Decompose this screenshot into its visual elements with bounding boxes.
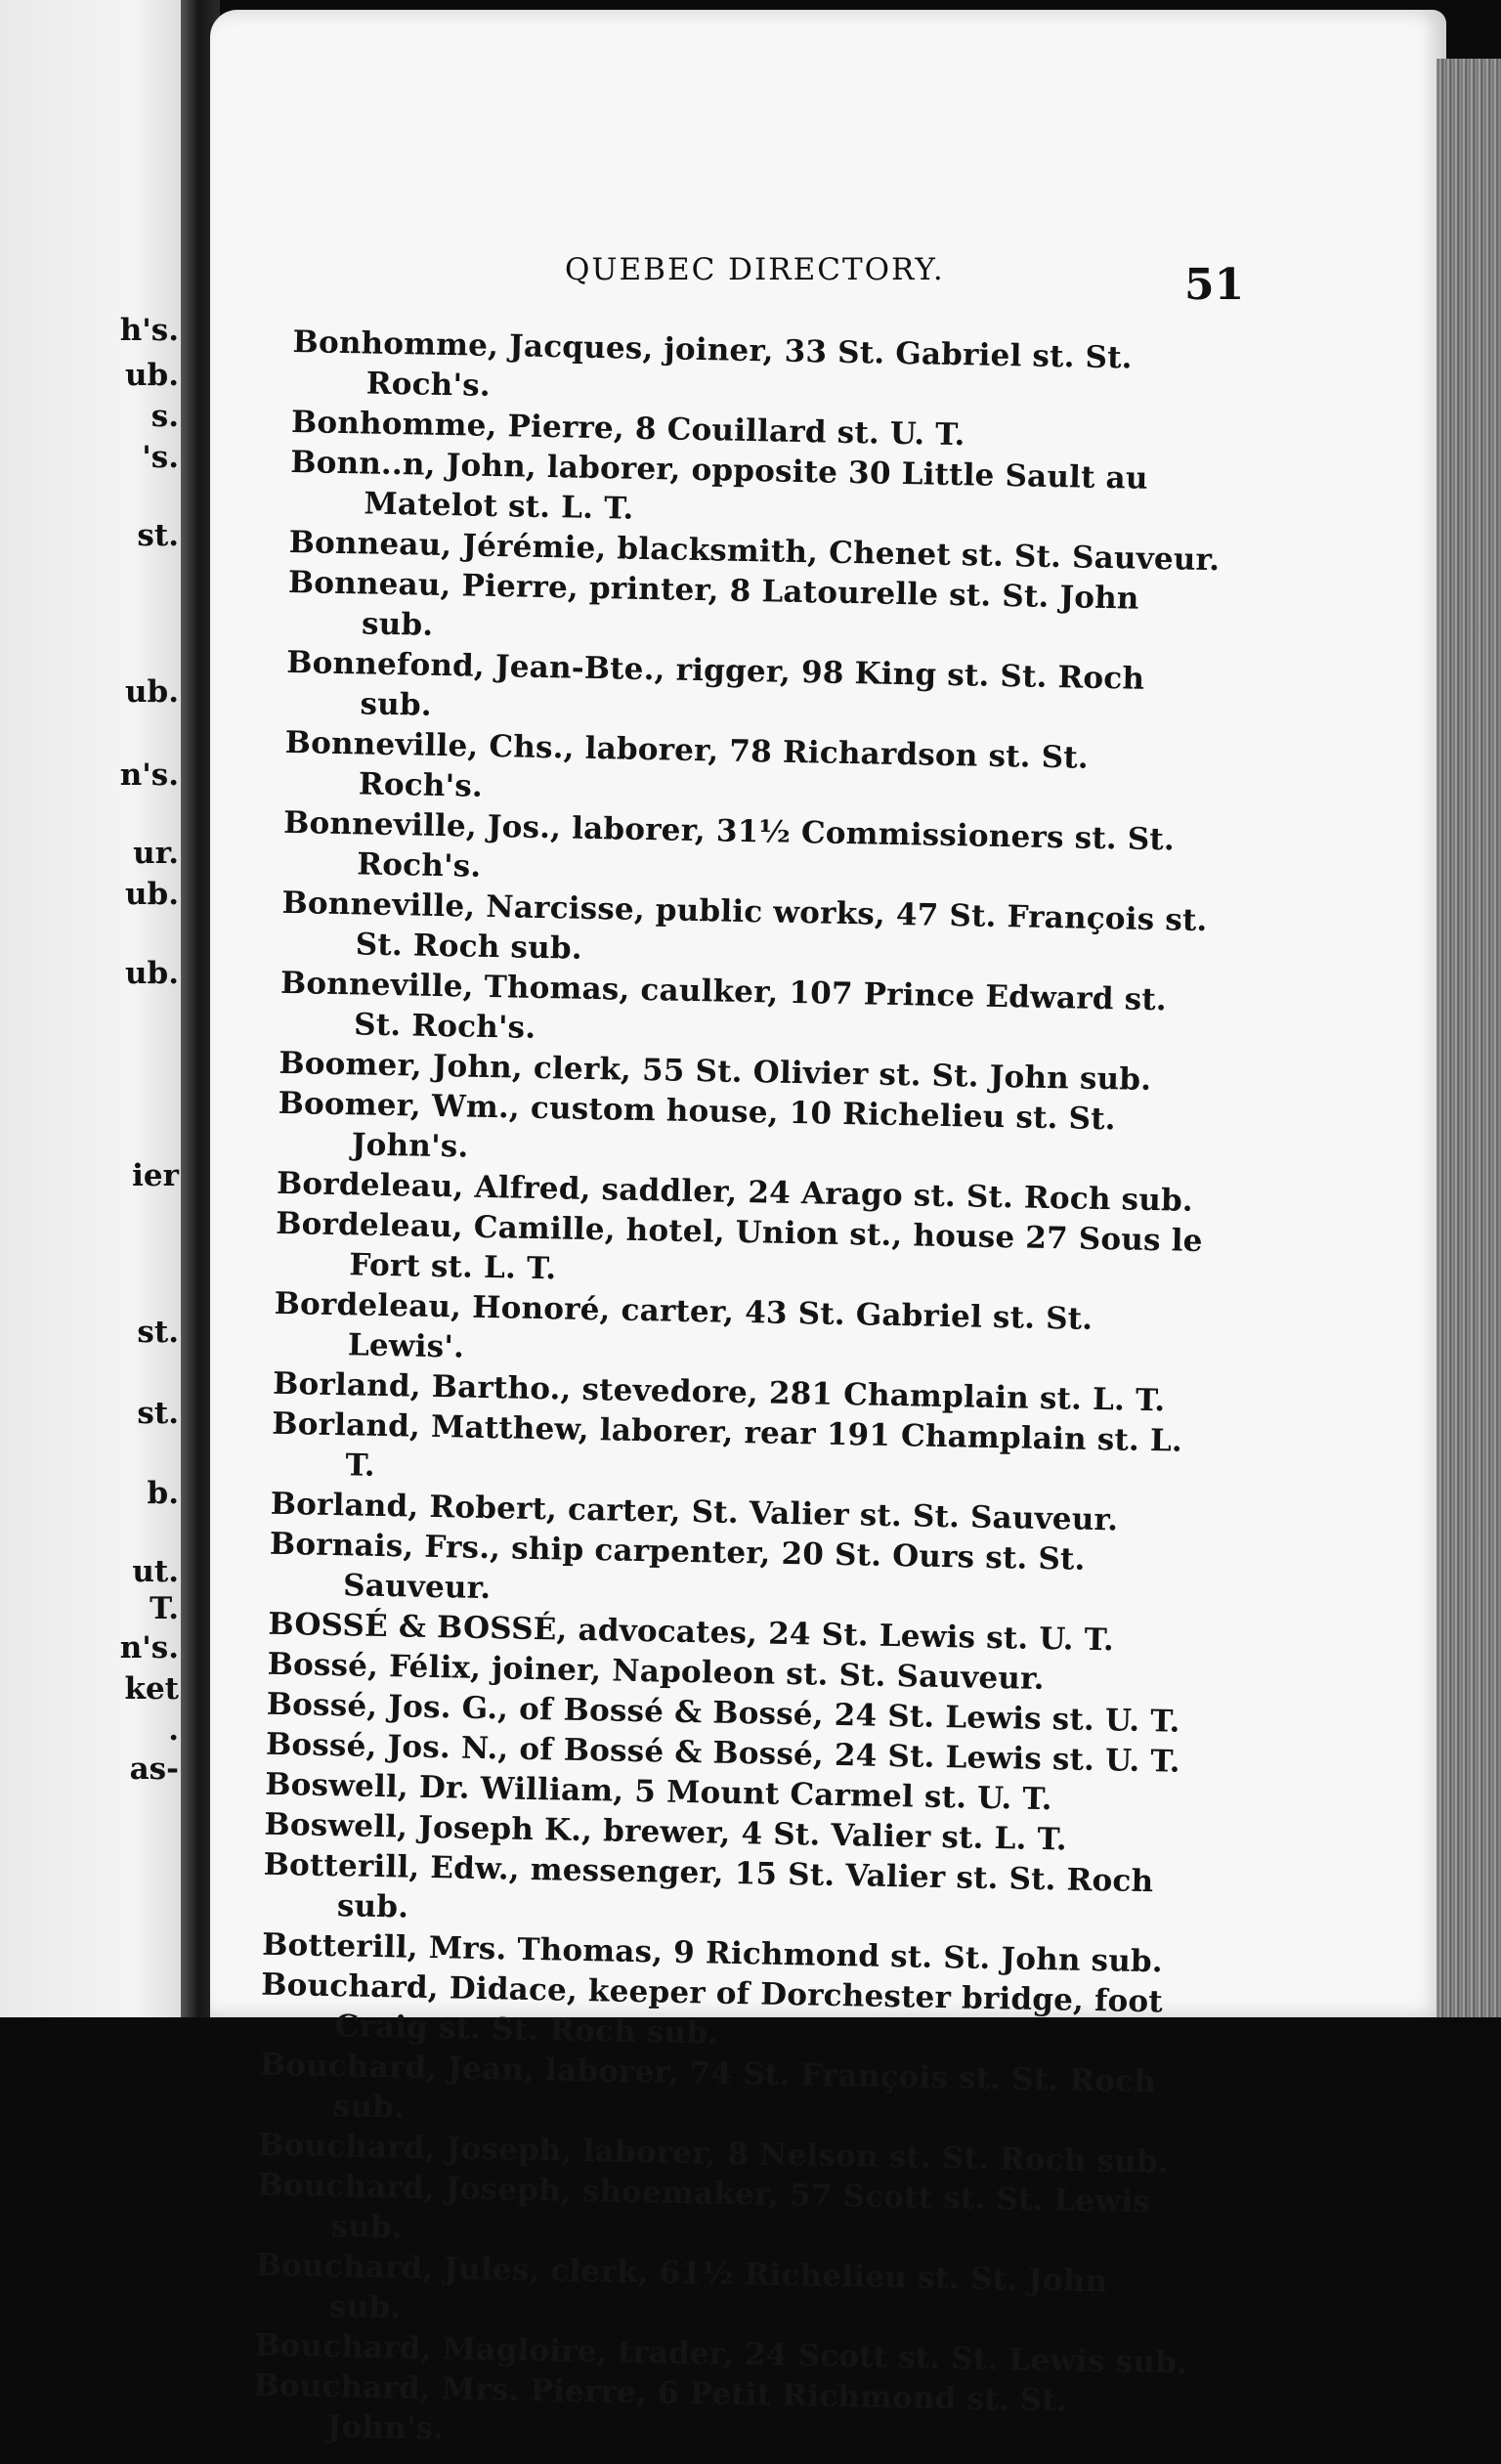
- directory-entry: Boswell, Dr. William, 5 Mount Carmel st. U. T.: [264, 1766, 1053, 1818]
- directory-entry: Bouchard, Joseph, shoemaker, 57 Scott st. St. Lewis sub.: [257, 2167, 1151, 2246]
- directory-entry: Boswell, Joseph K., brewer, 4 St. Valier st. L. T.: [264, 1806, 1068, 1858]
- directory-entry: Bordeleau, Alfred, saddler, 24 Arago st. St. Roch sub.: [276, 1165, 1194, 1219]
- directory-entry: Borland, Matthew, laborer, rear 191 Champlain st. L. T.: [272, 1405, 1183, 1484]
- left-page-fragment: ier: [132, 1158, 179, 1193]
- directory-entry: Bouchard, Magloire, trader, 24 Scott st. St. Lewis sub.: [253, 2327, 1188, 2381]
- directory-entry: Bonneville, Thomas, caulker, 107 Prince Edward st. St. Roch's.: [279, 965, 1168, 1046]
- directory-entry: Bonneau, Jérémie, blacksmith, Chenet st. St. Sauveur.: [288, 524, 1221, 579]
- directory-entry: Bonneville, Narcisse, public works, 47 St. François st. St. Roch sub.: [281, 885, 1208, 967]
- directory-entry: Bonneau, Pierre, printer, 8 Latourelle st. St. John sub.: [287, 564, 1139, 643]
- directory-entry: Bonnefond, Jean-Bte., rigger, 98 King st. St. Roch sub.: [285, 644, 1145, 723]
- left-page-fragment: n's.: [119, 1630, 179, 1665]
- left-page-fragment: ub.: [124, 877, 179, 912]
- directory-entry: Boomer, Wm., custom house, 10 Richelieu st. St. John's.: [278, 1085, 1117, 1165]
- directory-entry: Boomer, John, clerk, 55 St. Olivier st. St. John sub.: [279, 1045, 1152, 1098]
- directory-entry: Botterill, Mrs. Thomas, 9 Richmond st. St. John sub.: [261, 1926, 1164, 1980]
- directory-entry: Bossé, Jos. G., of Bossé & Bossé, 24 St. Lewis st. U. T.: [266, 1686, 1180, 1740]
- left-page-fragment: ub.: [124, 956, 179, 991]
- left-page-fragment: T.: [150, 1591, 179, 1626]
- directory-entry: Bonneville, Chs., laborer, 78 Richardson st. St. Roch's.: [284, 724, 1090, 804]
- directory-entries: [252, 323, 1226, 2464]
- left-page-fragment: h's.: [119, 313, 179, 348]
- left-page-fragment: b.: [147, 1476, 179, 1511]
- directory-entry: Bonhomme, Pierre, 8 Couillard st. U. T.: [290, 404, 965, 454]
- directory-entry: Borland, Bartho., stevedore, 281 Champlain st. L. T.: [272, 1365, 1166, 1419]
- directory-entry: Bonhomme, Jacques, joiner, 33 St. Gabriel st. St. Roch's.: [292, 324, 1134, 404]
- directory-entry: Bossé, Félix, joiner, Napoleon st. St. Sauveur.: [267, 1646, 1046, 1698]
- page-edges: [1437, 59, 1501, 2017]
- left-page-fragment: .: [168, 1712, 179, 1748]
- left-page-fragment: 's.: [142, 440, 179, 475]
- directory-entry: Bordeleau, Camille, hotel, Union st., house 27 Sous le Fort st. L. T.: [275, 1205, 1203, 1287]
- left-page-fragment: st.: [137, 1315, 179, 1350]
- directory-entry: Borland, Robert, carter, St. Valier st. St. Sauveur.: [270, 1486, 1119, 1538]
- directory-entry: Bouchard, Jean, laborer, 74 St. François st. St. Roch sub.: [259, 2047, 1157, 2126]
- directory-entry: Bonn..n, John, laborer, opposite 30 Little Sault au Matelot st. L. T.: [289, 444, 1148, 527]
- directory-entry: Botterill, Edw., messenger, 15 St. Valier st. St. Roch sub.: [263, 1846, 1154, 1925]
- page-number: 51: [1184, 260, 1245, 310]
- left-page-fragment: ket: [124, 1671, 179, 1707]
- directory-entry: Bossé, Jos. N., of Bossé & Bossé, 24 St. Lewis st. U. T.: [265, 1726, 1181, 1780]
- left-page-fragment: st.: [137, 518, 179, 553]
- left-page-fragment: ub.: [124, 674, 179, 710]
- left-page-fragment: st.: [137, 1396, 179, 1431]
- directory-entry: Bouchard, Didace, keeper of Dorchester bridge, foot Craig st. St. Roch sub.: [260, 1967, 1164, 2052]
- left-page-fragment: ur.: [133, 836, 179, 871]
- directory-entry: Bordeleau, Honoré, carter, 43 St. Gabriel st. St. Lewis'.: [274, 1285, 1094, 1365]
- left-page-fragment: as-: [129, 1751, 179, 1787]
- directory-entry: Bouchard, Joseph, laborer, 8 Nelson st. St. Roch sub.: [257, 2127, 1170, 2181]
- running-head: QUEBEC DIRECTORY.: [565, 252, 945, 287]
- directory-entry: Bornais, Frs., ship carpenter, 20 St. Ours st. St. Sauveur.: [269, 1526, 1086, 1607]
- directory-entry: Bouchard, Mrs. Pierre, 6 Petit Richmond st. St. John's.: [253, 2367, 1068, 2447]
- left-page-edge: [0, 0, 191, 2017]
- left-page-fragment: n's.: [119, 757, 179, 793]
- directory-entry: BOSSÉ & BOSSÉ, advocates, 24 St. Lewis st. U. T.: [268, 1606, 1115, 1659]
- directory-entry: Bonneville, Jos., laborer, 31½ Commissioners st. St. Roch's.: [282, 804, 1176, 885]
- left-page-fragment: s.: [150, 399, 179, 434]
- directory-entry: Bouchard, Jules, clerk, 61½ Richelieu st. St. John sub.: [255, 2247, 1108, 2326]
- left-page-fragment: ub.: [124, 358, 179, 393]
- left-page-fragment: ut.: [132, 1554, 179, 1589]
